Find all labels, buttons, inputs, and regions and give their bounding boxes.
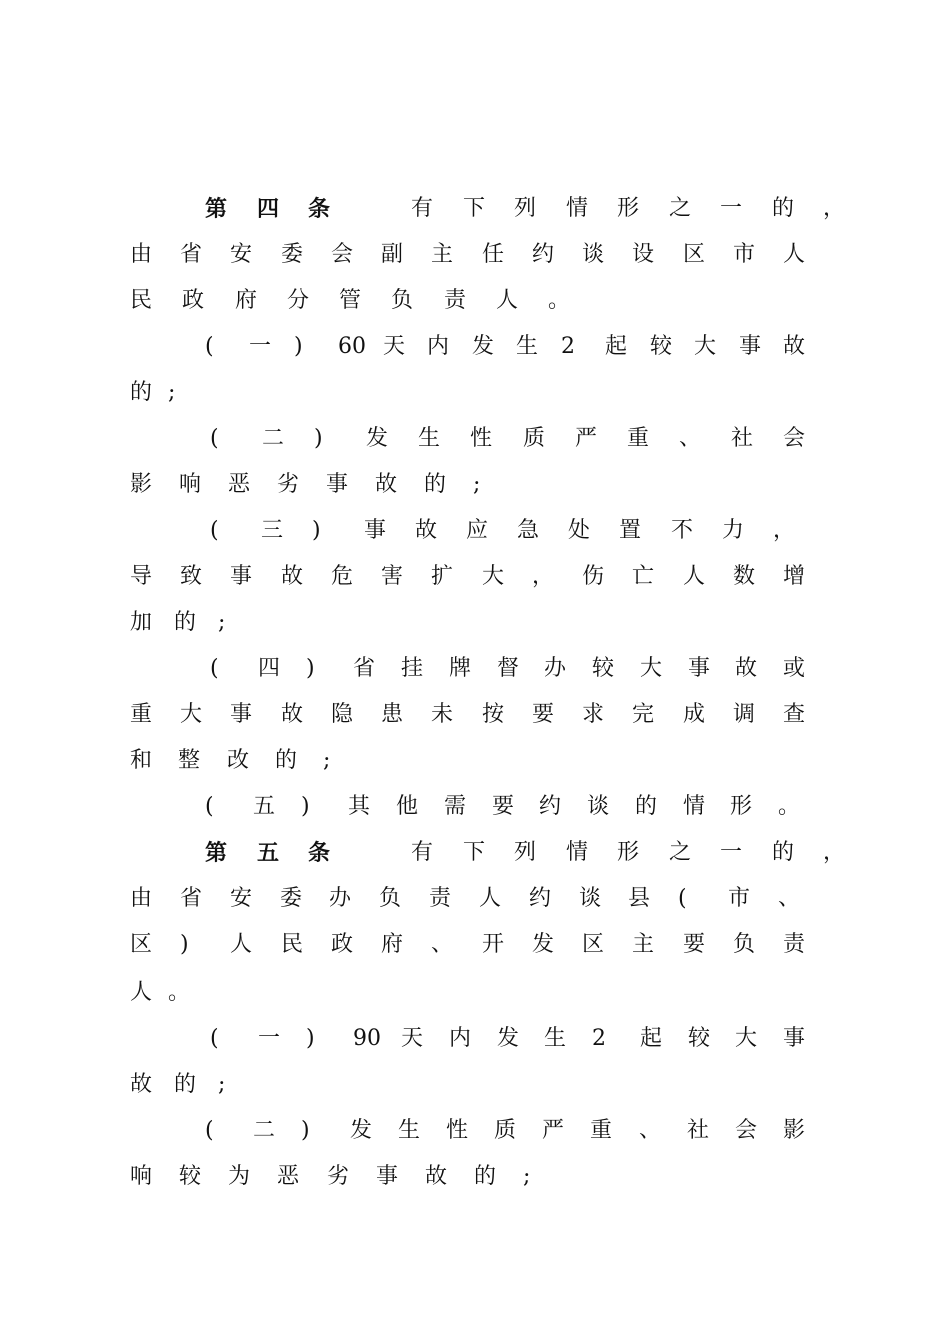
glyph: 响	[179, 472, 202, 497]
glyph: 故	[425, 1164, 448, 1189]
glyph: ;	[218, 610, 226, 635]
glyph: 人	[130, 980, 153, 1005]
glyph: 五	[253, 794, 276, 819]
glyph: ，	[823, 840, 846, 865]
glyph: 处	[568, 518, 591, 543]
glyph: 负	[379, 886, 402, 911]
glyph: 重	[627, 426, 650, 451]
glyph: 90	[353, 1026, 381, 1051]
glyph: 事	[739, 334, 762, 359]
document-line	[210, 646, 805, 692]
glyph: 列	[514, 196, 537, 221]
glyph: 急	[517, 518, 540, 543]
glyph: 办	[329, 886, 352, 911]
document-line	[130, 1154, 545, 1200]
glyph: 生	[398, 1118, 421, 1143]
glyph: 主	[431, 242, 454, 267]
glyph: 发	[497, 1026, 520, 1051]
glyph: 开	[482, 932, 505, 957]
glyph: 未	[431, 702, 454, 727]
glyph: 的	[130, 380, 153, 405]
glyph: 大	[694, 334, 717, 359]
glyph: 严	[575, 426, 598, 451]
glyph: 有	[411, 196, 434, 221]
glyph: 会	[331, 242, 354, 267]
glyph: 响	[130, 1164, 153, 1189]
glyph: )	[306, 1026, 315, 1051]
glyph: 大	[640, 656, 663, 681]
document-line	[130, 692, 805, 738]
glyph: 挂	[401, 656, 424, 681]
glyph: 起	[640, 1026, 663, 1051]
glyph: 省	[353, 656, 376, 681]
glyph: 事	[230, 702, 253, 727]
glyph: 较	[179, 1164, 202, 1189]
glyph: 情	[566, 840, 589, 865]
document-line	[130, 970, 190, 1016]
glyph: 民	[281, 932, 304, 957]
glyph: 事	[364, 518, 387, 543]
document-line	[130, 278, 570, 324]
glyph: 求	[582, 702, 605, 727]
glyph: 省	[180, 242, 203, 267]
glyph: )	[180, 932, 189, 957]
glyph: 伤	[582, 564, 605, 589]
document-line	[205, 830, 845, 876]
glyph: 完	[632, 702, 655, 727]
glyph: 质	[523, 426, 546, 451]
glyph: 故	[281, 702, 304, 727]
glyph: (	[210, 656, 219, 681]
glyph: 内	[427, 334, 450, 359]
glyph: 或	[783, 656, 806, 681]
glyph: 安	[230, 886, 253, 911]
glyph: 重	[130, 702, 153, 727]
glyph: 发	[350, 1118, 373, 1143]
glyph: )	[306, 656, 315, 681]
document-line	[130, 738, 345, 784]
glyph: 形	[617, 840, 640, 865]
glyph: 改	[227, 748, 250, 773]
glyph: 谈	[579, 886, 602, 911]
glyph: 其	[348, 794, 371, 819]
glyph: 为	[228, 1164, 251, 1189]
glyph: 三	[261, 518, 284, 543]
glyph: 事	[376, 1164, 399, 1189]
glyph: 性	[470, 426, 493, 451]
glyph: 生	[516, 334, 539, 359]
glyph: 故	[415, 518, 438, 543]
glyph: 之	[669, 196, 692, 221]
glyph: 发	[366, 426, 389, 451]
glyph: 会	[783, 426, 806, 451]
glyph: 条	[308, 840, 331, 866]
glyph: 天	[383, 334, 406, 359]
glyph: 县	[628, 886, 651, 911]
glyph: 由	[130, 242, 153, 267]
glyph: 社	[731, 426, 754, 451]
glyph: )	[312, 518, 321, 543]
glyph: 人	[230, 932, 253, 957]
glyph: 的	[424, 472, 447, 497]
glyph: 由	[130, 886, 153, 911]
glyph: 情	[566, 196, 589, 221]
glyph: 和	[130, 748, 153, 773]
glyph: 的	[174, 610, 197, 635]
glyph: )	[314, 426, 323, 451]
document-line	[205, 784, 800, 830]
glyph: 数	[733, 564, 756, 589]
glyph: 需	[444, 794, 467, 819]
glyph: 列	[514, 840, 537, 865]
glyph: 约	[529, 886, 552, 911]
glyph: 、	[679, 426, 702, 451]
glyph: 较	[650, 334, 673, 359]
glyph: 亡	[632, 564, 655, 589]
glyph: 恶	[228, 472, 251, 497]
glyph: 之	[669, 840, 692, 865]
glyph: 人	[783, 242, 806, 267]
glyph: 危	[331, 564, 354, 589]
glyph: 负	[733, 932, 756, 957]
glyph: )	[301, 794, 310, 819]
glyph: 。	[778, 794, 801, 819]
document-line	[130, 922, 805, 968]
glyph: ，	[823, 196, 846, 221]
glyph: 发	[472, 334, 495, 359]
glyph: 人	[496, 288, 519, 313]
glyph: 大	[735, 1026, 758, 1051]
glyph: 市	[733, 242, 756, 267]
glyph: 副	[381, 242, 404, 267]
glyph: 事	[783, 1026, 806, 1051]
glyph: 的	[174, 1072, 197, 1097]
glyph: 重	[590, 1118, 613, 1143]
glyph: 情	[683, 794, 706, 819]
glyph: 影	[130, 472, 153, 497]
glyph: 起	[605, 334, 628, 359]
glyph: 责	[783, 932, 806, 957]
glyph: 生	[418, 426, 441, 451]
glyph: 条	[308, 196, 331, 222]
glyph: 第	[205, 840, 228, 866]
glyph: 省	[180, 886, 203, 911]
glyph: )	[294, 334, 303, 359]
glyph: 质	[494, 1118, 517, 1143]
document-line	[210, 416, 805, 462]
glyph: 置	[619, 518, 642, 543]
glyph: 故	[130, 1072, 153, 1097]
glyph: 按	[482, 702, 505, 727]
glyph: 区	[582, 932, 605, 957]
glyph: 影	[783, 1118, 806, 1143]
glyph: 负	[391, 288, 414, 313]
glyph: 约	[532, 242, 555, 267]
glyph: 府	[381, 932, 404, 957]
glyph: 的	[635, 794, 658, 819]
glyph: 2	[561, 334, 575, 359]
glyph: 患	[381, 702, 404, 727]
glyph: 增	[783, 564, 806, 589]
glyph: 内	[449, 1026, 472, 1051]
glyph: 、	[431, 932, 454, 957]
glyph: 管	[339, 288, 362, 313]
glyph: (	[210, 1026, 219, 1051]
glyph: 事	[230, 564, 253, 589]
document-line	[205, 324, 805, 370]
glyph: ;	[323, 748, 331, 773]
glyph: ，	[532, 564, 555, 589]
glyph: 导	[130, 564, 153, 589]
glyph: 牌	[449, 656, 472, 681]
glyph: 恶	[277, 1164, 300, 1189]
glyph: 任	[482, 242, 505, 267]
glyph: 一	[720, 840, 743, 865]
glyph: (	[678, 886, 687, 911]
glyph: 加	[130, 610, 153, 635]
glyph: 的	[772, 840, 795, 865]
glyph: 要	[532, 702, 555, 727]
glyph: (	[205, 794, 214, 819]
glyph: 设	[632, 242, 655, 267]
glyph: 调	[733, 702, 756, 727]
glyph: ;	[473, 472, 481, 497]
glyph: 委	[280, 886, 303, 911]
document-line	[130, 1062, 240, 1108]
glyph: 、	[639, 1118, 662, 1143]
glyph: 要	[492, 794, 515, 819]
glyph: 不	[671, 518, 694, 543]
glyph: 事	[688, 656, 711, 681]
document-line	[205, 186, 845, 232]
document-line	[130, 600, 240, 646]
glyph: 一	[249, 334, 272, 359]
glyph: 二	[253, 1118, 276, 1143]
glyph: 市	[728, 886, 751, 911]
document-line	[130, 370, 190, 416]
glyph: 成	[683, 702, 706, 727]
glyph: 天	[401, 1026, 424, 1051]
glyph: 大	[482, 564, 505, 589]
glyph: 督	[497, 656, 520, 681]
glyph: 的	[772, 196, 795, 221]
glyph: 生	[544, 1026, 567, 1051]
glyph: (	[205, 334, 214, 359]
glyph: ，	[773, 518, 796, 543]
document-line	[210, 508, 795, 554]
glyph: 二	[262, 426, 285, 451]
glyph: 五	[257, 840, 280, 866]
document-line	[130, 462, 495, 508]
glyph: 劣	[327, 1164, 350, 1189]
glyph: 委	[281, 242, 304, 267]
document-line	[130, 876, 800, 922]
glyph: 害	[381, 564, 404, 589]
glyph: 分	[287, 288, 310, 313]
document-line	[205, 1108, 805, 1154]
glyph: 发	[532, 932, 555, 957]
glyph: 力	[722, 518, 745, 543]
glyph: 严	[542, 1118, 565, 1143]
glyph: 府	[235, 288, 258, 313]
glyph: 故	[735, 656, 758, 681]
glyph: 主	[632, 932, 655, 957]
glyph: 会	[735, 1118, 758, 1143]
glyph: 一	[258, 1026, 281, 1051]
glyph: 人	[479, 886, 502, 911]
glyph: ;	[168, 380, 176, 405]
document-line	[210, 1016, 805, 1062]
glyph: 、	[778, 886, 801, 911]
glyph: 的	[275, 748, 298, 773]
glyph: 下	[463, 840, 486, 865]
glyph: (	[210, 518, 219, 543]
glyph: (	[210, 426, 219, 451]
glyph: 2	[592, 1026, 606, 1051]
glyph: 人	[683, 564, 706, 589]
glyph: 民	[130, 288, 153, 313]
glyph: 一	[720, 196, 743, 221]
glyph: 责	[444, 288, 467, 313]
glyph: ;	[218, 1072, 226, 1097]
glyph: 隐	[331, 702, 354, 727]
glyph: 60	[338, 334, 366, 359]
glyph: 。	[168, 980, 191, 1005]
glyph: 劣	[277, 472, 300, 497]
glyph: 区	[130, 932, 153, 957]
glyph: 谈	[587, 794, 610, 819]
glyph: 的	[474, 1164, 497, 1189]
glyph: 故	[281, 564, 304, 589]
glyph: 谈	[582, 242, 605, 267]
glyph: 政	[182, 288, 205, 313]
glyph: 四	[258, 656, 281, 681]
glyph: 查	[783, 702, 806, 727]
glyph: 约	[539, 794, 562, 819]
glyph: ;	[523, 1164, 531, 1189]
glyph: 安	[230, 242, 253, 267]
glyph: 性	[446, 1118, 469, 1143]
glyph: 社	[687, 1118, 710, 1143]
glyph: )	[301, 1118, 310, 1143]
glyph: 。	[548, 288, 571, 313]
glyph: 较	[592, 656, 615, 681]
glyph: 扩	[431, 564, 454, 589]
glyph: 办	[544, 656, 567, 681]
glyph: 形	[617, 196, 640, 221]
glyph: 有	[411, 840, 434, 865]
glyph: 事	[326, 472, 349, 497]
glyph: 应	[466, 518, 489, 543]
glyph: 第	[205, 196, 228, 222]
glyph: (	[205, 1118, 214, 1143]
glyph: 较	[688, 1026, 711, 1051]
glyph: 政	[331, 932, 354, 957]
glyph: 故	[375, 472, 398, 497]
glyph: 整	[178, 748, 201, 773]
glyph: 故	[783, 334, 806, 359]
glyph: 形	[730, 794, 753, 819]
glyph: 要	[683, 932, 706, 957]
glyph: 致	[180, 564, 203, 589]
glyph: 下	[463, 196, 486, 221]
glyph: 责	[429, 886, 452, 911]
glyph: 大	[180, 702, 203, 727]
document-line	[130, 232, 805, 278]
glyph: 他	[396, 794, 419, 819]
document-line	[130, 554, 805, 600]
glyph: 区	[683, 242, 706, 267]
glyph: 四	[257, 196, 280, 222]
